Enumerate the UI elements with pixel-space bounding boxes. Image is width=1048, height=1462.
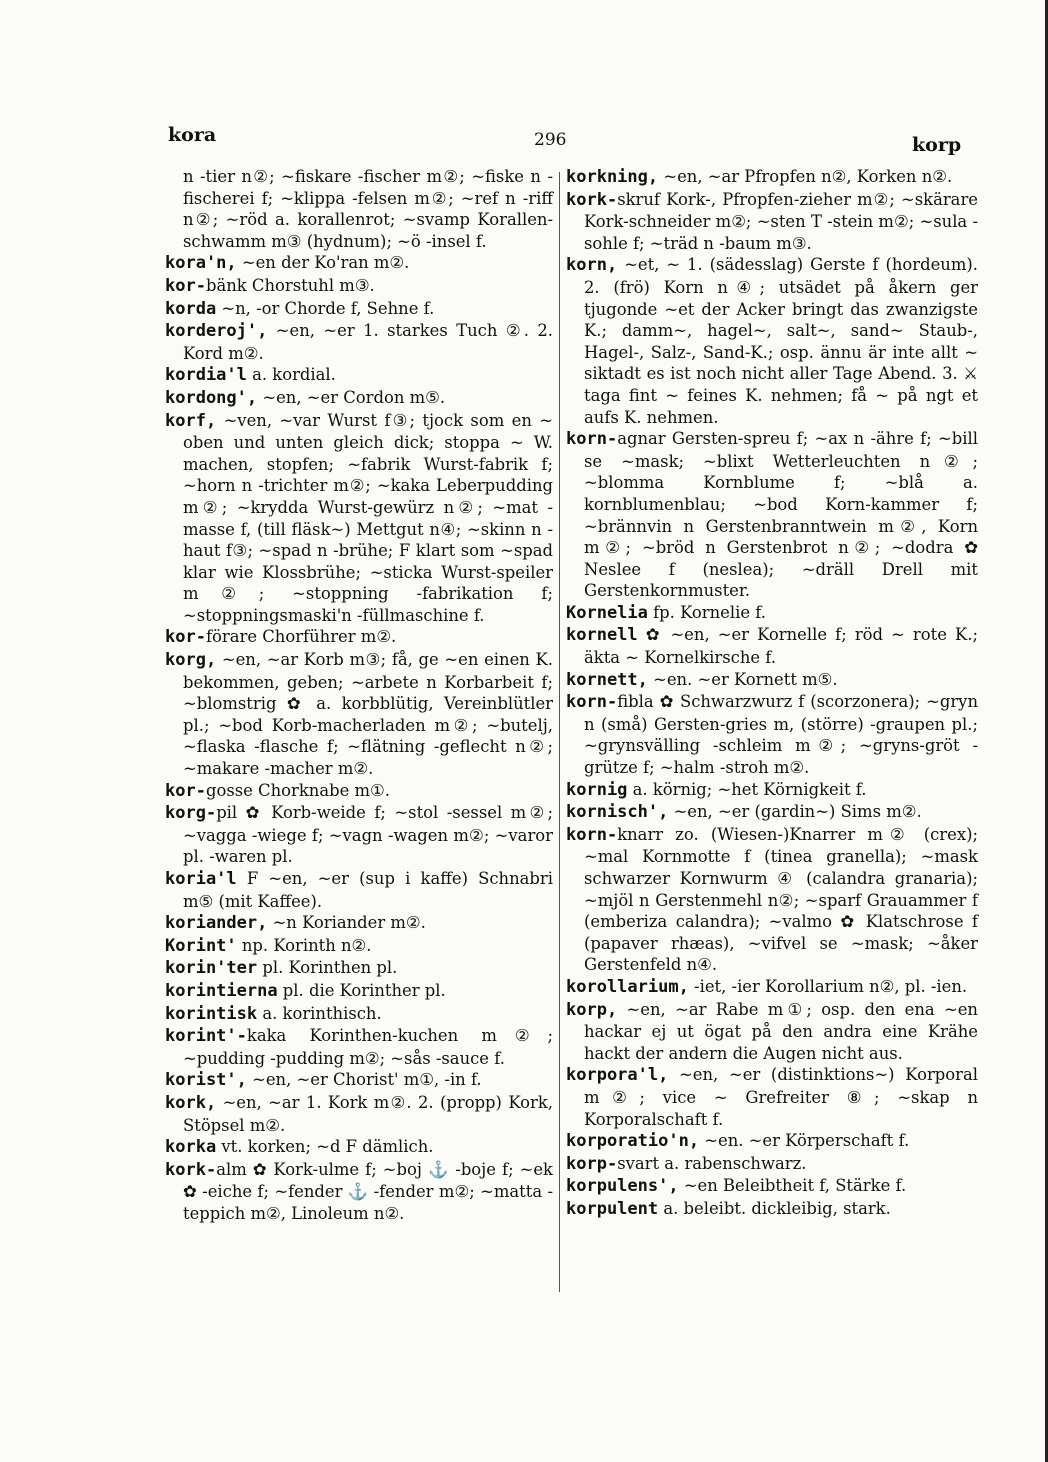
entry-headword: korp, xyxy=(566,999,618,1020)
entry-definition: -iet, -ier Korollarium n②, pl. -ien. xyxy=(688,976,968,996)
dictionary-entry xyxy=(165,1159,553,1225)
entry-headword: korp- xyxy=(566,1153,618,1174)
entry-headword: kor- xyxy=(165,780,206,801)
entry-headword: korpulent xyxy=(566,1198,659,1219)
entry-definition: ~en, ~er 1. starkes Tuch ②. 2. Kord m②. xyxy=(183,321,553,363)
entry-definition: a. beleibt. dickleibig, stark. xyxy=(658,1198,891,1218)
entry-headword: korin'ter xyxy=(165,958,258,979)
header-left-word: kora xyxy=(168,124,217,146)
dictionary-entry xyxy=(566,779,978,802)
dictionary-entry xyxy=(165,410,553,627)
dictionary-entry xyxy=(165,868,553,912)
dictionary-entry xyxy=(165,980,553,1003)
entry-definition: ~en, ~ar Korb m③; få, ge ~en einen K. bekommen, geben; ~arbete n Korbarbeit f; ~blomstrig ✿ a. korbblütig, Vereinblütler pl.; ~bod Korb-macherladen m②; ~butelj, ~flaska -flasche f; ~flätning -geflecht n②; ~makare -macher m②. xyxy=(183,650,553,779)
entry-headword: kork, xyxy=(165,1092,217,1113)
dictionary-entry xyxy=(566,976,978,999)
entry-definition: pl. die Korinther pl. xyxy=(277,980,446,1000)
entry-headword: korn, xyxy=(566,255,618,276)
entry-definition: n -tier n②; ~fiskare -fischer m②; ~fiske n -fischerei f; ~klippa -felsen m②; ~ref n -riff n②; ~röd a. korallenrot; ~svamp Korallen-schwamm m③ (hydnum); ~ö -insel f. xyxy=(183,167,553,251)
dictionary-entry xyxy=(566,824,978,976)
entry-definition: ~n, -or Chorde f, Sehne f. xyxy=(216,298,435,318)
entry-headword: kornett, xyxy=(566,669,648,690)
dictionary-entry xyxy=(165,1092,553,1136)
dictionary-entry xyxy=(165,320,553,364)
entry-definition: ~en, ~er Chorist' m①, -in f. xyxy=(246,1070,482,1090)
entry-headword: korn- xyxy=(566,692,618,713)
column-divider xyxy=(559,172,560,1292)
entry-headword: korderoj', xyxy=(165,321,268,342)
entry-definition: a. körnig; ~het Körnigkeit f. xyxy=(627,779,867,799)
entry-definition: ~en. ~er Kornett m⑤. xyxy=(647,669,838,689)
entry-definition: ~en, ~ar Rabe m①; osp. den ena ~en hackar ej ut ögat på den andra eine Krähe hackt der andern die Augen nicht aus. xyxy=(584,999,978,1063)
entry-headword: kor- xyxy=(165,627,206,648)
entry-headword: koria'l xyxy=(165,869,237,889)
entry-definition: fp. Kornelie f. xyxy=(647,602,766,622)
entry-headword: kork- xyxy=(165,1159,217,1180)
dictionary-entry xyxy=(566,999,978,1065)
entry-headword: kor- xyxy=(165,275,206,296)
entry-headword: korintisk xyxy=(165,1003,258,1024)
entry-headword: kornell xyxy=(566,625,638,646)
entry-headword: kordia'l xyxy=(165,365,247,386)
entry-headword: korka xyxy=(165,1137,217,1158)
header-right-word: korp xyxy=(912,134,962,156)
entry-definition: ~en der Ko'ran m②. xyxy=(236,253,410,273)
dictionary-entry xyxy=(566,1064,978,1130)
entry-headword: korkning, xyxy=(566,167,659,187)
entry-definition: fibla ✿ Schwarzwurz f (scorzonera); ~gryn n (små) Gersten-gries m, (större) -graupen pl.; ~grynsvälling -schleim m②; ~gryns-gröt -grütze f; ~halm -stroh m②. xyxy=(584,692,978,778)
entry-definition: vt. korken; ~d F dämlich. xyxy=(216,1137,434,1157)
dictionary-entry xyxy=(566,1130,978,1153)
entry-headword: kork- xyxy=(566,189,618,210)
entry-headword: Kornelia xyxy=(566,602,648,623)
entry-definition: ~en, ~er Cordon m⑤. xyxy=(257,387,446,407)
entry-headword: korint'- xyxy=(165,1026,247,1047)
entry-headword: Korint' xyxy=(165,935,237,956)
entry-definition: gosse Chorknabe m①. xyxy=(205,780,390,800)
entry-headword: korg, xyxy=(165,650,217,671)
entry-definition: np. Korinth n②. xyxy=(236,935,372,955)
entry-definition: ✿ ~en, ~er Kornelle f; röd ~ rote K.; äkta ~ Kornelkirsche f. xyxy=(584,625,978,668)
dictionary-entry xyxy=(165,364,553,387)
right-column xyxy=(566,166,978,1221)
dictionary-entry xyxy=(165,780,553,803)
dictionary-entry xyxy=(165,935,553,958)
dictionary-entry xyxy=(165,957,553,980)
entry-definition: ~en, ~ar Pfropfen n②, Korken n②. xyxy=(658,167,953,186)
entry-headword: korda xyxy=(165,298,217,319)
entry-definition: ~en. ~er Körperschaft f. xyxy=(699,1131,910,1151)
entry-definition: ~ven, ~var Wurst f③; tjock som en ~ oben und unten gleich dick; stoppa ~ W. machen, stopfen; ~fabrik Wurst-fabrik f; ~horn n -trichter m②; ~kaka Leberpudding m②; ~krydda Wurst-gewürz n②; ~mat -masse f, (till fläsk~) Mettgut n④; ~skinn n -haut f③; ~spad n -brühe; F klart som ~spad klar wie Klossbrühe; ~sticka Wurst-speiler m②; ~stoppning -fabrikation f; ~stoppningsmaski'n -füllmaschine f. xyxy=(183,410,553,625)
dictionary-entry xyxy=(165,649,553,780)
entry-definition: förare Chorführer m②. xyxy=(205,627,397,647)
dictionary-entry xyxy=(566,602,978,625)
entry-definition: bänk Chorstuhl m③. xyxy=(205,275,375,295)
entry-definition: pl. Korinthen pl. xyxy=(257,958,398,978)
entry-definition: svart a. rabenschwarz. xyxy=(617,1153,807,1173)
dictionary-entry xyxy=(566,1153,978,1176)
entry-headword: korn- xyxy=(566,429,618,450)
entry-headword: korpora'l, xyxy=(566,1065,669,1086)
entry-definition: ~en, ~er (distinktions~) Korporal m②; vice ~ Grefreiter ⑧; ~skap n Korporalschaft f. xyxy=(584,1065,978,1129)
dictionary-entry xyxy=(165,912,553,935)
dictionary-entry xyxy=(566,1198,978,1221)
dictionary-entry xyxy=(165,1003,553,1026)
entry-headword: korn- xyxy=(566,824,618,845)
entry-headword: korist', xyxy=(165,1070,247,1091)
entry-definition: pil ✿ Korb-weide f; ~stol -sessel m②; ~vagga -wiege f; ~vagn -wagen m②; ~varor pl. -waren pl. xyxy=(183,803,553,867)
entry-headword: korpulens', xyxy=(566,1176,679,1197)
entry-definition: ~en, ~er (gardin~) Sims m②. xyxy=(668,802,922,822)
entry-definition: agnar Gersten-spreu f; ~ax n -ähre f; ~bill se ~mask; ~blixt Wetterleuchten n②; ~blomma Kornblume f; ~blå a. kornblumenblau; ~bod Korn-kammer f; ~brännvin n Gerstenbranntwein m②, Korn m②; ~bröd n Gerstenbrot n②; ~dodra ✿ Neslee f (neslea); ~dräll Drell mit Gerstenkornmuster. xyxy=(584,429,978,601)
dictionary-entry xyxy=(566,254,978,428)
entry-headword: koriander, xyxy=(165,913,268,934)
entry-headword: kora'n, xyxy=(165,253,237,274)
dictionary-entry xyxy=(566,624,978,668)
entry-definition: ~et, ~ 1. (sädesslag) Gerste f (hordeum). 2. (frö) Korn n④; utsädet på åkern ger tjugonde ~et der Acker bringt das zwanzigste K.; damm~, hagel~, salt~, sand~ Staub-, Hagel-, Salz-, Sand-K.; osp. ännu är inte allt ~ siktadt es ist noch nicht aller Tage Abend. 3. ⚔ taga fint ~ feines K. nehmen; få ~ på ngt et aufs K. nehmen. xyxy=(584,255,978,427)
dictionary-entry xyxy=(566,189,978,255)
left-column xyxy=(165,166,553,1225)
dictionary-entry xyxy=(566,801,978,824)
dictionary-entry xyxy=(165,275,553,298)
entry-headword: kordong', xyxy=(165,387,258,408)
dictionary-entry xyxy=(165,1025,553,1069)
entry-definition: skruf Kork-, Pfropfen-zieher m②; ~skärare Kork-schneider m②; ~sten T -stein m②; ~sula -sohle f; ~träd n -baum m③. xyxy=(584,189,978,253)
entry-headword: korintierna xyxy=(165,980,278,1001)
entry-definition: alm ✿ Kork-ulme f; ~boj ⚓ -boje f; ~ek ✿ -eiche f; ~fender ⚓ -fender m②; ~matta -teppich m②, Linoleum n②. xyxy=(183,1159,553,1223)
dictionary-entry xyxy=(566,669,978,692)
entry-definition: knarr zo. (Wiesen-)Knarrer m② (crex); ~mal Kornmotte f (tinea granella); ~mask schwarzer Kornwurm ④ (calandra granaria); ~mjöl n Gerstenmehl n②; ~sparf Grauammer f (emberiza calandra); ~valmo ✿ Klatschrose f (papaver rhæas), ~vifvel se ~mask; ~åker Gerstenfeld n④. xyxy=(584,824,978,975)
dictionary-entry xyxy=(566,428,978,602)
entry-headword: korg- xyxy=(165,803,217,824)
dictionary-entry xyxy=(165,298,553,321)
dictionary-entry xyxy=(165,802,553,868)
entry-headword: kornisch', xyxy=(566,802,669,823)
dictionary-entry xyxy=(165,387,553,410)
entry-headword: korporatio'n, xyxy=(566,1131,700,1152)
dictionary-entry xyxy=(165,166,553,252)
entry-definition: kaka Korinthen-kuchen m②; ~pudding -pudding m②; ~sås -sauce f. xyxy=(183,1026,553,1068)
entry-definition: a. kordial. xyxy=(246,365,336,385)
entry-definition: ~en, ~ar 1. Kork m②. 2. (propp) Kork, Stöpsel m②. xyxy=(183,1092,553,1135)
dictionary-entry xyxy=(165,1069,553,1092)
entry-headword: korf, xyxy=(165,410,217,431)
dictionary-entry xyxy=(165,252,553,275)
dictionary-entry xyxy=(165,626,553,649)
entry-definition: F ~en, ~er (sup i kaffe) Schnabri m⑤ (mit Kaffee). xyxy=(183,869,553,911)
entry-definition: ~en Beleibtheit f, Stärke f. xyxy=(678,1176,907,1196)
entry-headword: kornig xyxy=(566,779,628,800)
dictionary-entry xyxy=(165,1136,553,1159)
dictionary-entry xyxy=(566,691,978,778)
page-number: 296 xyxy=(534,130,567,150)
dictionary-entry xyxy=(566,1175,978,1198)
dictionary-entry xyxy=(566,166,978,189)
entry-headword: korollarium, xyxy=(566,976,689,997)
entry-definition: a. korinthisch. xyxy=(257,1003,382,1023)
entry-definition: ~n Koriander m②. xyxy=(267,913,426,933)
